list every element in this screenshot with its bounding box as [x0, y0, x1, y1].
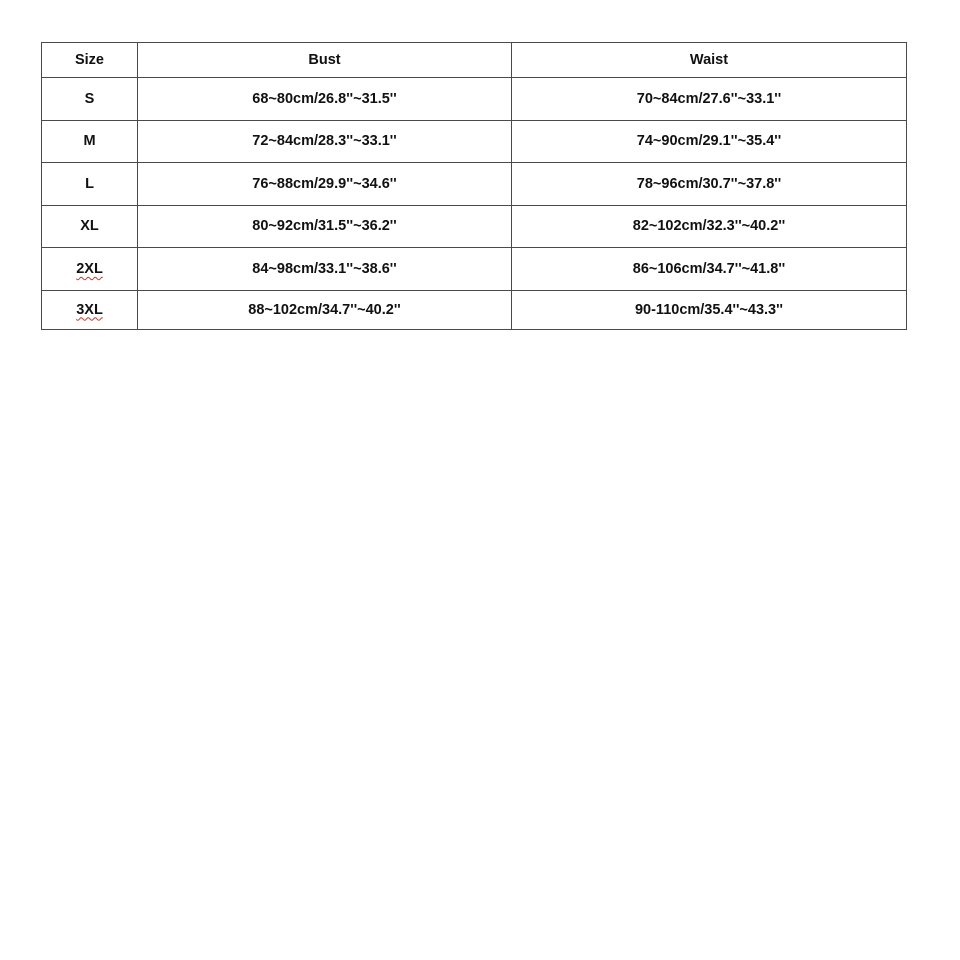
size-cell	[42, 248, 138, 291]
header-size: Size	[42, 43, 138, 78]
size-cell	[42, 290, 138, 329]
size-cell: XL	[42, 205, 138, 248]
size-label: 2XL	[76, 260, 103, 277]
table-header	[42, 43, 907, 78]
header-row	[42, 43, 907, 78]
table-row	[42, 290, 907, 329]
waist-cell: 82~102cm/32.3''~40.2''	[512, 205, 907, 248]
table-row	[42, 205, 907, 248]
table-row	[42, 120, 907, 163]
size-cell: S	[42, 78, 138, 121]
waist-cell: 90-110cm/35.4''~43.3''	[512, 290, 907, 329]
waist-cell: 86~106cm/34.7''~41.8''	[512, 248, 907, 291]
header-bust: Bust	[138, 43, 512, 78]
table-row	[42, 163, 907, 206]
table-row	[42, 248, 907, 291]
waist-cell: 74~90cm/29.1''~35.4''	[512, 120, 907, 163]
bust-cell: 68~80cm/26.8''~31.5''	[138, 78, 512, 121]
bust-cell: 88~102cm/34.7''~40.2''	[138, 290, 512, 329]
bust-cell: 76~88cm/29.9''~34.6''	[138, 163, 512, 206]
bust-cell: 72~84cm/28.3''~33.1''	[138, 120, 512, 163]
header-waist: Waist	[512, 43, 907, 78]
bust-cell: 84~98cm/33.1''~38.6''	[138, 248, 512, 291]
table-body	[42, 78, 907, 330]
waist-cell: 78~96cm/30.7''~37.8''	[512, 163, 907, 206]
size-cell: M	[42, 120, 138, 163]
waist-cell: 70~84cm/27.6''~33.1''	[512, 78, 907, 121]
table-row	[42, 78, 907, 121]
bust-cell: 80~92cm/31.5''~36.2''	[138, 205, 512, 248]
size-label: 3XL	[76, 301, 103, 318]
size-cell: L	[42, 163, 138, 206]
size-chart-table	[41, 42, 907, 330]
